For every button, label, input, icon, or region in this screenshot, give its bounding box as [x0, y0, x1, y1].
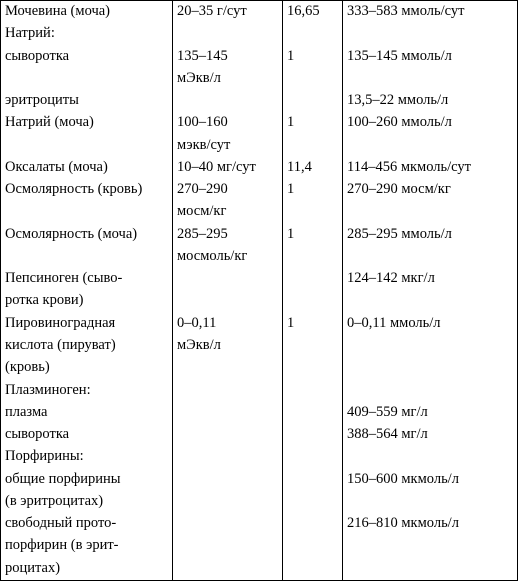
table-row: [1, 23, 518, 45]
cell-conv: мЭкв/л: [173, 68, 283, 90]
cell-factor: [283, 335, 343, 357]
cell-name: Оксалаты (моча): [1, 157, 173, 179]
cell-name: Пепсиноген (сыво-: [1, 268, 173, 290]
cell-name: Плазминоген:: [1, 380, 173, 402]
table-row: [1, 513, 518, 535]
cell-factor: 1: [283, 224, 343, 246]
cell-si: 270–290 мосм/кг: [343, 179, 518, 201]
cell-name: общие порфирины: [1, 469, 173, 491]
cell-conv: [173, 558, 283, 581]
cell-name: плазма: [1, 402, 173, 424]
cell-si: [343, 535, 518, 557]
cell-name: Осмолярность (моча): [1, 224, 173, 246]
table-row: [1, 246, 518, 268]
cell-si: [343, 23, 518, 45]
cell-factor: [283, 402, 343, 424]
cell-conv: [173, 90, 283, 112]
cell-factor: [283, 469, 343, 491]
cell-conv: [173, 357, 283, 379]
cell-si: [343, 446, 518, 468]
table-row: [1, 424, 518, 446]
cell-name: Пировиноградная: [1, 313, 173, 335]
table-row: [1, 1, 518, 24]
cell-factor: [283, 535, 343, 557]
cell-name: [1, 135, 173, 157]
cell-conv: 270–290: [173, 179, 283, 201]
cell-conv: 135–145: [173, 46, 283, 68]
cell-factor: 11,4: [283, 157, 343, 179]
cell-name: сыворотка: [1, 424, 173, 446]
table-row: [1, 46, 518, 68]
cell-si: 135–145 ммоль/л: [343, 46, 518, 68]
cell-factor: 1: [283, 313, 343, 335]
cell-si: [343, 380, 518, 402]
cell-name: свободный прото-: [1, 513, 173, 535]
table-body: [1, 1, 518, 581]
cell-name: [1, 68, 173, 90]
cell-factor: [283, 23, 343, 45]
cell-name: [1, 246, 173, 268]
cell-name: Мочевина (моча): [1, 1, 173, 24]
cell-name: Натрий:: [1, 23, 173, 45]
cell-factor: [283, 135, 343, 157]
table-row: [1, 290, 518, 312]
cell-si: 13,5–22 ммоль/л: [343, 90, 518, 112]
cell-si: 100–260 ммоль/л: [343, 112, 518, 134]
cell-conv: [173, 491, 283, 513]
cell-factor: [283, 424, 343, 446]
cell-si: [343, 558, 518, 581]
cell-name: Осмолярность (кровь): [1, 179, 173, 201]
cell-si: 124–142 мкг/л: [343, 268, 518, 290]
cell-si: 333–583 ммоль/сут: [343, 1, 518, 24]
cell-factor: [283, 90, 343, 112]
cell-conv: [173, 290, 283, 312]
cell-factor: [283, 491, 343, 513]
cell-conv: [173, 380, 283, 402]
cell-si: 388–564 мг/л: [343, 424, 518, 446]
cell-factor: [283, 513, 343, 535]
table-row: [1, 112, 518, 134]
cell-factor: [283, 68, 343, 90]
cell-si: [343, 491, 518, 513]
cell-conv: мосмоль/кг: [173, 246, 283, 268]
cell-conv: 20–35 г/сут: [173, 1, 283, 24]
cell-si: 114–456 мкмоль/сут: [343, 157, 518, 179]
cell-name: (в эритроцитах): [1, 491, 173, 513]
table-row: [1, 179, 518, 201]
cell-name: эритроциты: [1, 90, 173, 112]
cell-conv: 285–295: [173, 224, 283, 246]
cell-factor: 1: [283, 46, 343, 68]
cell-factor: [283, 268, 343, 290]
cell-conv: [173, 23, 283, 45]
table-row: [1, 491, 518, 513]
cell-si: [343, 357, 518, 379]
cell-si: 285–295 ммоль/л: [343, 224, 518, 246]
table-row: [1, 469, 518, 491]
cell-factor: [283, 380, 343, 402]
cell-name: (кровь): [1, 357, 173, 379]
table-row: [1, 535, 518, 557]
cell-factor: [283, 357, 343, 379]
cell-factor: [283, 558, 343, 581]
cell-conv: [173, 268, 283, 290]
cell-si: [343, 335, 518, 357]
cell-factor: [283, 446, 343, 468]
cell-name: Натрий (моча): [1, 112, 173, 134]
cell-si: [343, 246, 518, 268]
table-row: [1, 90, 518, 112]
table-row: [1, 335, 518, 357]
cell-conv: [173, 402, 283, 424]
cell-factor: [283, 290, 343, 312]
cell-name: ротка крови): [1, 290, 173, 312]
table-row: [1, 402, 518, 424]
cell-conv: [173, 513, 283, 535]
cell-conv: [173, 535, 283, 557]
cell-si: 216–810 мкмоль/л: [343, 513, 518, 535]
cell-name: Порфирины:: [1, 446, 173, 468]
cell-conv: 0–0,11: [173, 313, 283, 335]
table-row: [1, 135, 518, 157]
table-row: [1, 380, 518, 402]
cell-factor: [283, 201, 343, 223]
cell-name: [1, 201, 173, 223]
table-row: [1, 558, 518, 581]
cell-name: порфирин (в эрит-: [1, 535, 173, 557]
table-row: [1, 268, 518, 290]
table-row: [1, 68, 518, 90]
cell-si: [343, 135, 518, 157]
table-row: [1, 157, 518, 179]
cell-conv: 100–160: [173, 112, 283, 134]
cell-si: 0–0,11 ммоль/л: [343, 313, 518, 335]
cell-conv: мэкв/сут: [173, 135, 283, 157]
cell-conv: 10–40 мг/сут: [173, 157, 283, 179]
cell-si: 409–559 мг/л: [343, 402, 518, 424]
cell-factor: 1: [283, 112, 343, 134]
table-row: [1, 201, 518, 223]
cell-name: роцитах): [1, 558, 173, 581]
cell-name: кислота (пируват): [1, 335, 173, 357]
cell-factor: 1: [283, 179, 343, 201]
cell-conv: мосм/кг: [173, 201, 283, 223]
table-row: [1, 313, 518, 335]
cell-conv: [173, 469, 283, 491]
table-row: [1, 446, 518, 468]
cell-conv: [173, 446, 283, 468]
cell-si: 150–600 мкмоль/л: [343, 469, 518, 491]
table-row: [1, 357, 518, 379]
cell-si: [343, 201, 518, 223]
cell-conv: [173, 424, 283, 446]
table-row: [1, 224, 518, 246]
cell-si: [343, 290, 518, 312]
cell-name: сыворотка: [1, 46, 173, 68]
cell-factor: 16,65: [283, 1, 343, 24]
cell-factor: [283, 246, 343, 268]
cell-conv: мЭкв/л: [173, 335, 283, 357]
cell-si: [343, 68, 518, 90]
